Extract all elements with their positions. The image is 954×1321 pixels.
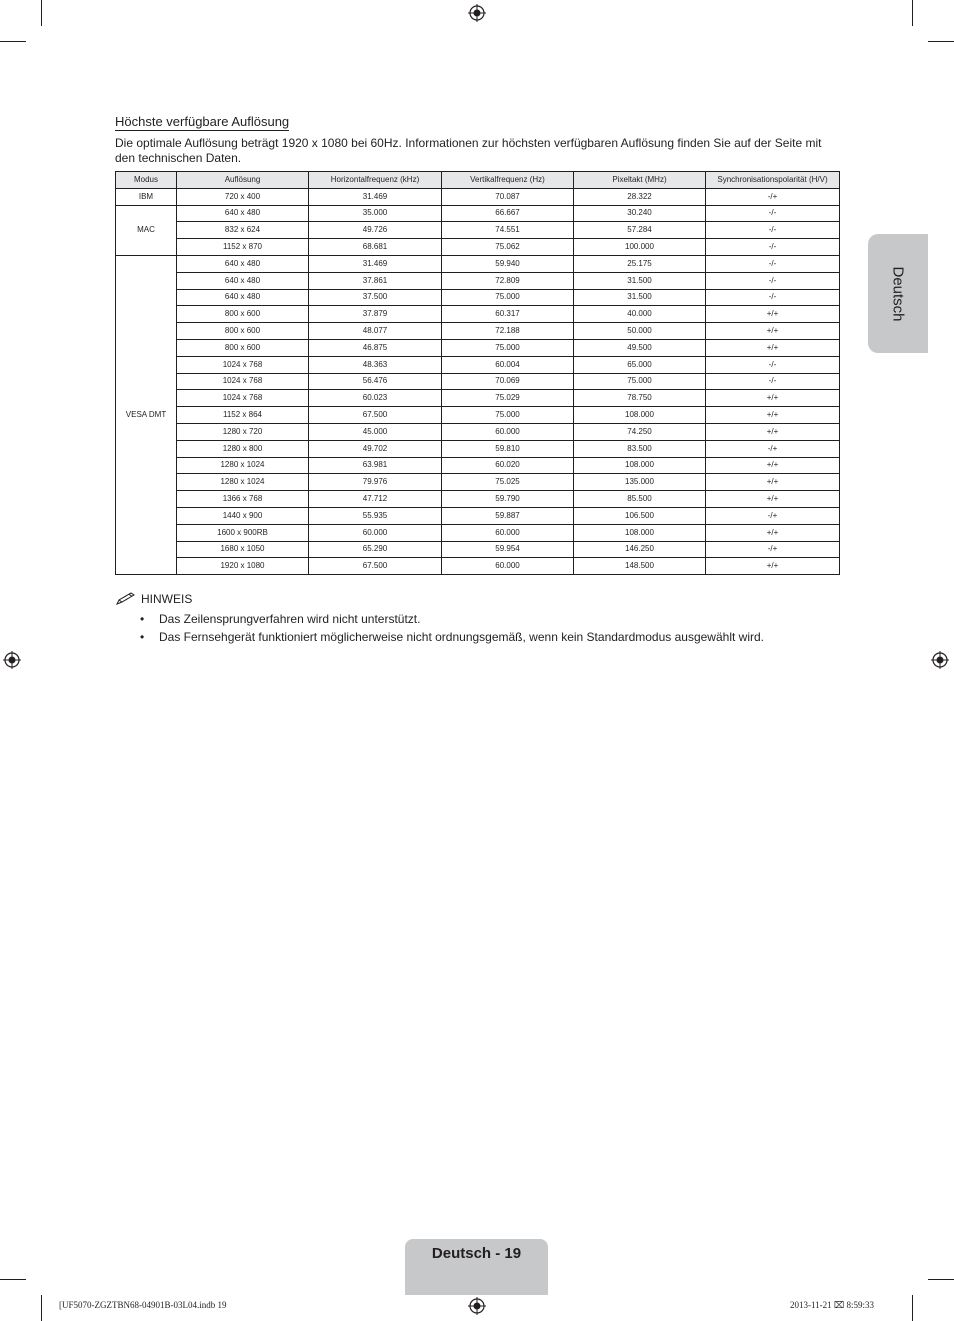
table-cell: 60.023: [309, 390, 442, 407]
mode-cell: MAC: [116, 205, 177, 255]
table-cell: 59.810: [442, 440, 574, 457]
table-cell: 59.954: [442, 541, 574, 558]
table-row: [116, 407, 840, 424]
table-cell: 75.062: [442, 239, 574, 256]
table-cell: 78.750: [574, 390, 706, 407]
table-header-row: [116, 172, 840, 189]
table-cell: 83.500: [574, 440, 706, 457]
table-cell: 56.476: [309, 373, 442, 390]
table-cell: 31.469: [309, 255, 442, 272]
table-cell: 75.000: [442, 339, 574, 356]
table-cell: 60.317: [442, 306, 574, 323]
note-label: HINWEIS: [141, 592, 193, 606]
table-cell: 75.029: [442, 390, 574, 407]
table-cell: -/-: [706, 289, 840, 306]
table-cell: 1280 x 1024: [177, 474, 309, 491]
table-cell: +/+: [706, 306, 840, 323]
table-cell: -/-: [706, 373, 840, 390]
note-item: • Das Zeilensprungverfahren wird nicht unterstützt.: [115, 612, 764, 630]
table-cell: 68.681: [309, 239, 442, 256]
table-cell: 48.077: [309, 323, 442, 340]
table-cell: 70.087: [442, 188, 574, 205]
table-cell: 67.500: [309, 558, 442, 575]
table-cell: 75.000: [442, 407, 574, 424]
table-cell: 59.790: [442, 491, 574, 508]
column-header: Auflösung: [177, 172, 309, 189]
section-title: Höchste verfügbare Auflösung: [115, 114, 290, 129]
table-cell: 640 x 480: [177, 272, 309, 289]
table-cell: 60.000: [442, 423, 574, 440]
table-cell: 66.667: [442, 205, 574, 222]
table-row: [116, 440, 840, 457]
table-cell: 70.069: [442, 373, 574, 390]
table-cell: -/-: [706, 239, 840, 256]
column-header: Modus: [116, 172, 177, 189]
language-side-tab: [868, 234, 928, 353]
table-cell: 1920 x 1080: [177, 558, 309, 575]
table-row: [116, 507, 840, 524]
table-cell: 800 x 600: [177, 323, 309, 340]
table-row: [116, 188, 840, 205]
crop-mark: [928, 1279, 954, 1280]
crop-mark: [41, 0, 42, 26]
table-cell: 800 x 600: [177, 306, 309, 323]
table-cell: 49.702: [309, 440, 442, 457]
crop-mark: [912, 1295, 913, 1321]
intro-paragraph: Die optimale Auflösung beträgt 1920 x 1080 bei 60Hz. Informationen zur höchsten verfügbaren Auflösung finden Sie auf der Seite mit den technischen Daten.: [115, 136, 822, 165]
table-cell: +/+: [706, 407, 840, 424]
table-row: [116, 205, 840, 222]
mode-cell: VESA DMT: [116, 255, 177, 574]
mode-cell: IBM: [116, 188, 177, 205]
table-cell: 28.322: [574, 188, 706, 205]
table-cell: +/+: [706, 524, 840, 541]
table-cell: 37.861: [309, 272, 442, 289]
table-cell: -/-: [706, 272, 840, 289]
table-cell: 60.000: [442, 524, 574, 541]
crop-mark: [0, 41, 26, 42]
table-cell: 108.000: [574, 524, 706, 541]
note-heading: [115, 592, 192, 606]
table-row: [116, 457, 840, 474]
table-cell: -/-: [706, 255, 840, 272]
print-slug-file: [UF5070-ZGZTBN68-04901B-03L04.indb 19: [59, 1300, 227, 1310]
table-cell: 640 x 480: [177, 289, 309, 306]
table-cell: 25.175: [574, 255, 706, 272]
table-cell: 37.500: [309, 289, 442, 306]
table-cell: 800 x 600: [177, 339, 309, 356]
table-cell: +/+: [706, 457, 840, 474]
table-cell: +/+: [706, 339, 840, 356]
registration-mark-icon: [931, 651, 949, 669]
column-header: Horizontalfrequenz (kHz): [309, 172, 442, 189]
crop-mark: [0, 1279, 26, 1280]
table-body: [116, 188, 840, 574]
table-cell: 55.935: [309, 507, 442, 524]
table-cell: 60.004: [442, 356, 574, 373]
table-row: [116, 558, 840, 575]
table-cell: 1280 x 800: [177, 440, 309, 457]
table-row: [116, 239, 840, 256]
pencil-icon: [115, 592, 137, 606]
table-cell: 74.551: [442, 222, 574, 239]
table-cell: -/+: [706, 188, 840, 205]
table-row: [116, 323, 840, 340]
table-row: [116, 356, 840, 373]
table-row: [116, 524, 840, 541]
table-cell: 31.469: [309, 188, 442, 205]
table-cell: 1600 x 900RB: [177, 524, 309, 541]
table-cell: 48.363: [309, 356, 442, 373]
table-cell: 1280 x 720: [177, 423, 309, 440]
crop-mark: [912, 0, 913, 26]
table-cell: 67.500: [309, 407, 442, 424]
table-cell: -/-: [706, 356, 840, 373]
table-cell: 1280 x 1024: [177, 457, 309, 474]
table-row: [116, 541, 840, 558]
table-cell: 49.500: [574, 339, 706, 356]
table-cell: 45.000: [309, 423, 442, 440]
table-cell: 46.875: [309, 339, 442, 356]
table-cell: 72.809: [442, 272, 574, 289]
table-cell: 59.940: [442, 255, 574, 272]
table-row: [116, 390, 840, 407]
table-cell: 1440 x 900: [177, 507, 309, 524]
table-cell: -/-: [706, 222, 840, 239]
table-cell: -/+: [706, 507, 840, 524]
table-cell: 85.500: [574, 491, 706, 508]
table-cell: 832 x 624: [177, 222, 309, 239]
table-row: [116, 491, 840, 508]
note-list: [115, 612, 764, 648]
table-cell: +/+: [706, 323, 840, 340]
registration-mark-icon: [468, 4, 486, 22]
table-cell: 1366 x 768: [177, 491, 309, 508]
table-cell: 65.290: [309, 541, 442, 558]
table-cell: 65.000: [574, 356, 706, 373]
column-header: Synchronisationspolarität (H/V): [706, 172, 840, 189]
table-cell: 35.000: [309, 205, 442, 222]
registration-mark-icon: [3, 651, 21, 669]
table-cell: 1024 x 768: [177, 356, 309, 373]
table-cell: 1024 x 768: [177, 390, 309, 407]
table-row: [116, 289, 840, 306]
table-cell: 63.981: [309, 457, 442, 474]
table-row: [116, 474, 840, 491]
table-cell: +/+: [706, 390, 840, 407]
table-row: [116, 373, 840, 390]
page-number-label: Deutsch - 19: [431, 1245, 522, 1262]
print-slug-timestamp: 2013-11-21 ⌧ 8:59:33: [790, 1300, 875, 1310]
table-cell: 30.240: [574, 205, 706, 222]
table-cell: -/+: [706, 440, 840, 457]
table-row: [116, 306, 840, 323]
table-cell: 60.000: [309, 524, 442, 541]
table-cell: 74.250: [574, 423, 706, 440]
crop-mark: [41, 1295, 42, 1321]
table-cell: 59.887: [442, 507, 574, 524]
table-cell: 72.188: [442, 323, 574, 340]
table-row: [116, 339, 840, 356]
registration-mark-icon: [468, 1297, 486, 1315]
table-cell: 40.000: [574, 306, 706, 323]
table-cell: 49.726: [309, 222, 442, 239]
table-row: [116, 423, 840, 440]
table-cell: 135.000: [574, 474, 706, 491]
table-cell: 1152 x 864: [177, 407, 309, 424]
table-cell: 60.000: [442, 558, 574, 575]
table-cell: -/-: [706, 205, 840, 222]
column-header: Vertikalfrequenz (Hz): [442, 172, 574, 189]
table-cell: 1680 x 1050: [177, 541, 309, 558]
note-item: • Das Fernsehgerät funktioniert möglicherweise nicht ordnungsgemäß, wenn kein Standardmodus ausgewählt wird.: [115, 630, 764, 648]
table-cell: 108.000: [574, 457, 706, 474]
table-cell: 75.000: [574, 373, 706, 390]
column-header: Pixeltakt (MHz): [574, 172, 706, 189]
table-cell: +/+: [706, 491, 840, 508]
crop-mark: [928, 41, 954, 42]
table-row: [116, 272, 840, 289]
table-cell: +/+: [706, 474, 840, 491]
table-cell: 47.712: [309, 491, 442, 508]
table-cell: 79.976: [309, 474, 442, 491]
table-cell: +/+: [706, 423, 840, 440]
table-cell: 50.000: [574, 323, 706, 340]
language-side-tab-label: Deutsch: [889, 265, 907, 322]
table-cell: 60.020: [442, 457, 574, 474]
resolution-table: [115, 171, 840, 575]
table-cell: 640 x 480: [177, 255, 309, 272]
table-cell: 100.000: [574, 239, 706, 256]
table-row: [116, 255, 840, 272]
table-cell: 720 x 400: [177, 188, 309, 205]
page-number-tab: [405, 1239, 548, 1295]
table-cell: 75.025: [442, 474, 574, 491]
table-cell: 57.284: [574, 222, 706, 239]
table-cell: 640 x 480: [177, 205, 309, 222]
table-cell: 1152 x 870: [177, 239, 309, 256]
table-cell: 106.500: [574, 507, 706, 524]
table-cell: 31.500: [574, 272, 706, 289]
table-cell: +/+: [706, 558, 840, 575]
table-cell: 31.500: [574, 289, 706, 306]
table-cell: 148.500: [574, 558, 706, 575]
table-cell: 108.000: [574, 407, 706, 424]
table-row: [116, 222, 840, 239]
table-cell: 146.250: [574, 541, 706, 558]
table-cell: 75.000: [442, 289, 574, 306]
table-cell: 37.879: [309, 306, 442, 323]
table-cell: -/+: [706, 541, 840, 558]
table-cell: 1024 x 768: [177, 373, 309, 390]
